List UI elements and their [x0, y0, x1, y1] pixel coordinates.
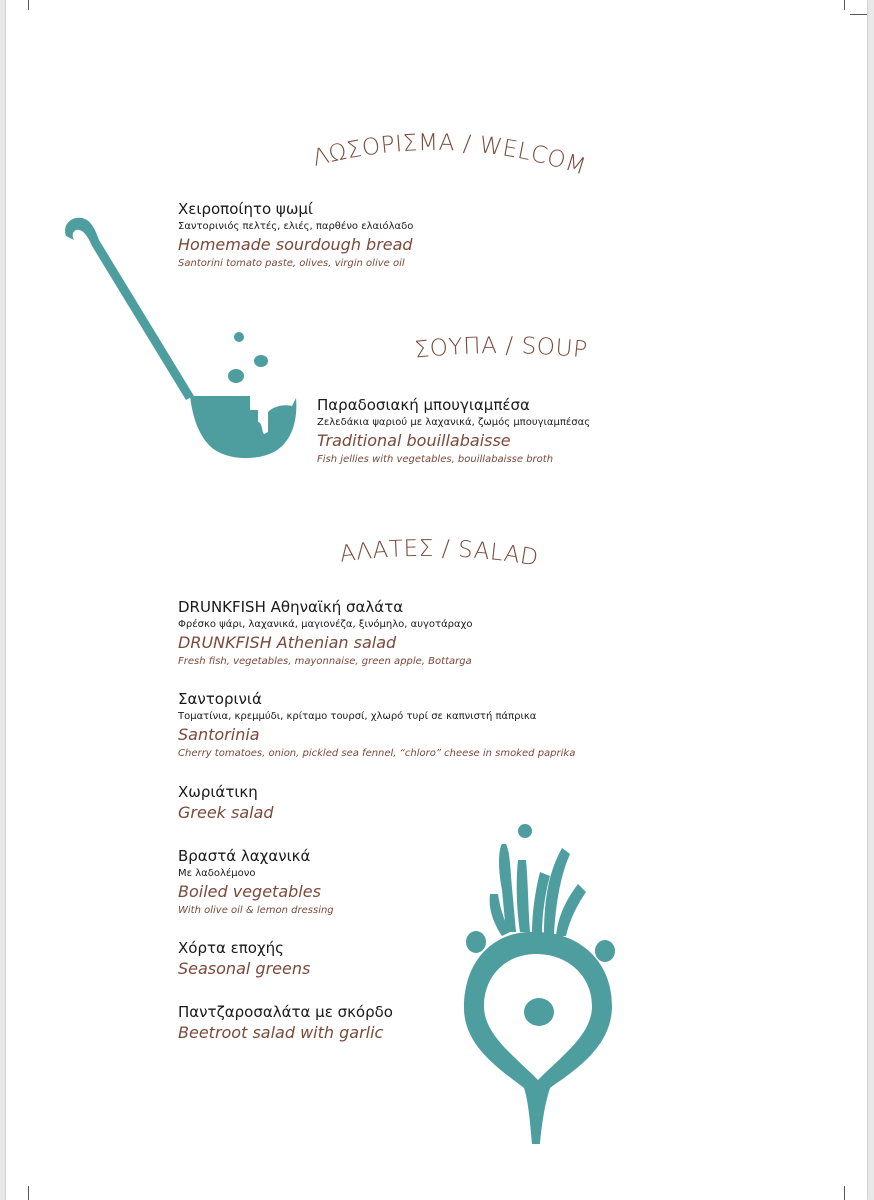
- section-title-welcome: [287, 110, 590, 190]
- item-desc-english: Santorini tomato paste, olives, virgin olive oil: [178, 258, 405, 269]
- menu-item-greek-salad: [178, 783, 274, 824]
- item-name-greek: Χόρτα εποχής: [178, 939, 284, 957]
- section-title-soup-text: ΣΟΥΠΑ / SOUP: [413, 332, 589, 364]
- item-name-english: Seasonal greens: [178, 959, 311, 978]
- item-name-english: Traditional bouillabaisse: [317, 431, 511, 450]
- ladle-drop: [228, 369, 244, 383]
- item-name-english: Greek salad: [178, 803, 274, 822]
- menu-item-santorinia: [178, 690, 575, 761]
- menu-item-athenian-salad: [178, 598, 473, 669]
- item-desc-english: Fish jellies with vegetables, bouillabaisse broth: [317, 454, 554, 465]
- menu-item-bread: [178, 200, 413, 271]
- section-title-soup: [413, 325, 589, 369]
- item-name-greek: Παραδοσιακή μπουγιαμπέσα: [317, 396, 530, 414]
- item-desc-english: With olive oil & lemon dressing: [178, 905, 334, 916]
- crop-mark: [850, 14, 867, 15]
- item-name-english: Boiled vegetables: [178, 882, 321, 901]
- ladle-drop: [234, 332, 244, 342]
- menu-page: [6, 0, 867, 1200]
- section-title-salads-text: ΣΑΛΑΤΕΣ / SALADS: [326, 510, 541, 572]
- beet-seed: [466, 931, 486, 953]
- menu-item-boiled-vegetables: [178, 847, 334, 918]
- section-title-welcome-text: ΚΑΛΩΣΟΡΙΣΜΑ / WELCOME: [287, 110, 590, 181]
- item-desc-english: Cherry tomatoes, onion, pickled sea fennel, “chloro” cheese in smoked paprika: [178, 748, 576, 759]
- beet-leaf: [556, 884, 586, 936]
- crop-mark: [844, 1186, 845, 1200]
- item-desc-english: Fresh fish, vegetables, mayonnaise, green apple, Bottarga: [178, 656, 472, 667]
- crop-mark: [28, 1186, 29, 1200]
- item-name-greek: Βραστά λαχανικά: [178, 847, 311, 865]
- beet-leaf: [517, 860, 530, 932]
- item-name-english: Beetroot salad with garlic: [178, 1023, 384, 1042]
- ladle-drop: [254, 355, 268, 367]
- item-name-english: Santorinia: [178, 725, 260, 744]
- beetroot-illustration: [454, 820, 624, 1150]
- beet-seed: [518, 824, 532, 838]
- menu-item-seasonal-greens: [178, 939, 310, 980]
- item-desc-greek: Με λαδολέμονο: [178, 868, 256, 879]
- item-desc-greek: Σαντορινιός πελτές, ελιές, παρθένο ελαιόλαδο: [178, 221, 414, 232]
- item-name-english: DRUNKFISH Athenian salad: [178, 633, 397, 652]
- item-desc-greek: Ζελεδάκια ψαριού με λαχανικά, ζωμός μπουγιαμπέσας: [317, 417, 591, 428]
- beet-body: [464, 932, 612, 1144]
- menu-item-bouillabaisse: [317, 396, 590, 467]
- section-title-salads: [326, 510, 544, 580]
- crop-mark: [28, 0, 29, 10]
- item-name-greek: Παντζαροσαλάτα με σκόρδο: [178, 1003, 393, 1021]
- menu-item-beetroot-salad: [178, 1003, 393, 1044]
- item-desc-greek: Φρέσκο ψάρι, λαχανικά, μαγιονέζα, ξινόμηλο, αυγοτάραχο: [178, 619, 473, 630]
- item-name-greek: Σαντορινιά: [178, 690, 262, 708]
- beet-seed: [595, 940, 615, 962]
- ladle-bowl: [190, 396, 296, 458]
- beet-center: [524, 998, 554, 1026]
- item-name-english: Homemade sourdough bread: [178, 235, 413, 254]
- ladle-handle: [65, 218, 194, 400]
- item-name-greek: Χωριάτικη: [178, 783, 258, 801]
- item-name-greek: DRUNKFISH Αθηναϊκή σαλάτα: [178, 598, 404, 616]
- crop-mark: [844, 0, 845, 10]
- item-name-greek: Χειροποίητο ψωμί: [178, 200, 313, 218]
- item-desc-greek: Τοματίνια, κρεμμύδι, κρίταμο τουρσί, χλωρό τυρί σε καπνιστή πάπρικα: [178, 711, 537, 722]
